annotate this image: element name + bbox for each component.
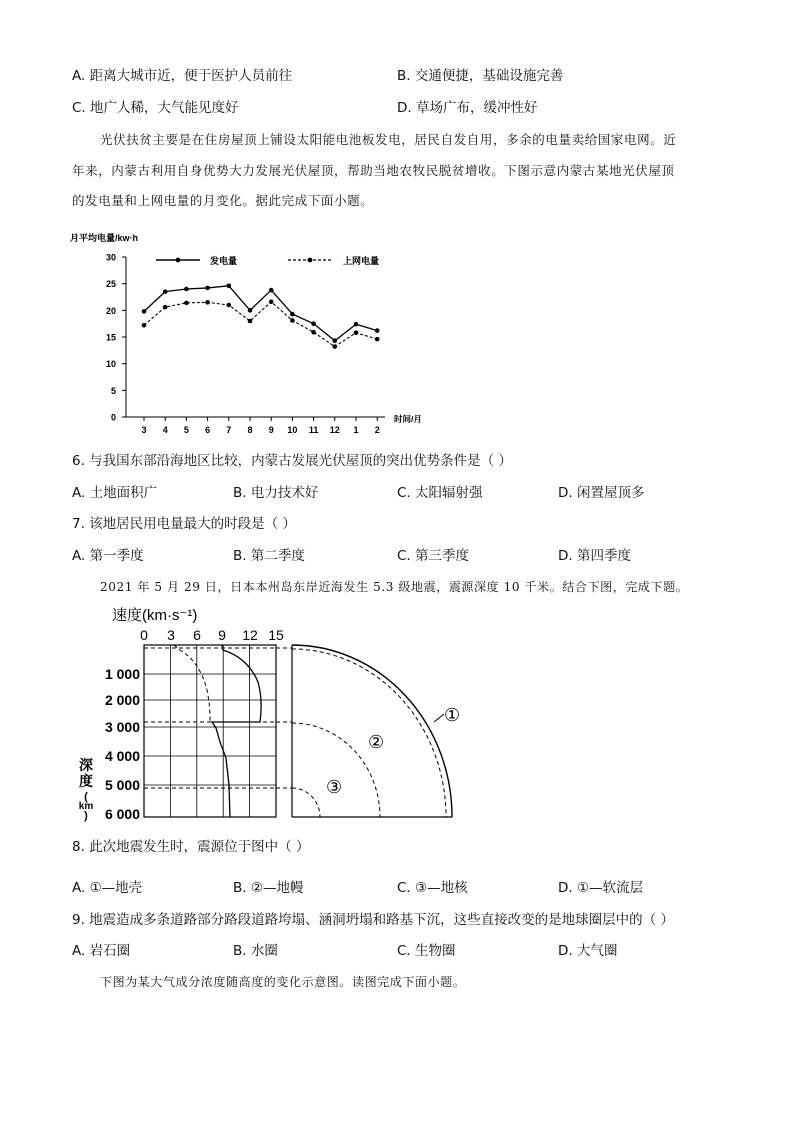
legend-series-2: 上网电量 <box>343 256 380 266</box>
q8-option-c: C. ③—地核 <box>397 880 468 896</box>
depth-label-1: 深 <box>79 757 93 773</box>
passage2: 2021 年 5 月 29 日，日本本州岛东岸近海发生 5.3 级地震，震源深度 10 千米。结合下图，完成下题。 <box>100 580 689 594</box>
q9-stem: 9. 地震造成多条道路部分路段道路垮塌、涵洞坍塌和路基下沉，这些直接改变的是地球圈层中的（ ） <box>72 912 674 928</box>
depth-tick-2000: 2 000 <box>104 692 140 708</box>
depth-tick-3000: 3 000 <box>104 719 140 735</box>
q5-option-d: D. 草场广布，缓冲性好 <box>397 100 538 116</box>
series-2-point <box>184 301 189 306</box>
q5-option-a: A. 距离大城市近，便于医护人员前往 <box>72 68 293 84</box>
depth-label-3: ( <box>84 791 88 803</box>
speed-grid-lines <box>144 645 276 817</box>
speed-grid-frame <box>144 645 276 817</box>
y-tick-label: 10 <box>105 359 116 370</box>
passage1-line3: 的发电量和上网电量的月变化。据此完成下面小题。 <box>72 193 374 208</box>
q6-option-b: B. 电力技术好 <box>233 485 319 501</box>
earth-interior-diagram <box>70 600 480 830</box>
q7-option-c: C. 第三季度 <box>397 548 470 564</box>
speed-tick-9: 9 <box>218 627 226 643</box>
speed-tick-15: 15 <box>268 627 284 643</box>
legend-solid-marker <box>176 258 181 263</box>
q7-option-d: D. 第四季度 <box>558 548 631 564</box>
speed-tick-12: 12 <box>242 627 258 643</box>
series-2-point <box>354 330 359 335</box>
y-tick-label: 25 <box>105 279 116 290</box>
passage1-line2: 年来，内蒙古利用自身优势大力发展光伏屋顶，帮助当地农牧民脱贫增收。下图示意内蒙古某地光伏屋顶 <box>72 163 675 178</box>
q6-option-c: C. 太阳辐射强 <box>397 485 483 501</box>
x-tick-label: 8 <box>247 425 253 435</box>
y-tick-label: 15 <box>105 332 116 343</box>
q7-option-a: A. 第一季度 <box>72 548 144 564</box>
power-chart <box>60 225 422 435</box>
q6-option-a: A. 土地面积广 <box>72 485 158 501</box>
q9-option-b: B. 水圈 <box>233 943 278 959</box>
quarter-outer-arc <box>292 645 452 817</box>
series-2-point <box>142 323 147 328</box>
x-tick-label: 2 <box>374 425 380 435</box>
depth-tick-1000: 1 000 <box>104 666 140 682</box>
inner-core-arc <box>292 788 320 817</box>
q8-option-b: B. ②—地幔 <box>233 880 304 896</box>
series-2-point <box>375 337 380 342</box>
series-1-point <box>354 322 359 327</box>
x-tick-label: 3 <box>141 425 147 435</box>
series-2-point <box>205 300 210 305</box>
depth-tick-6000: 6 000 <box>104 806 140 822</box>
q5-option-b: B. 交通便捷，基础设施完善 <box>397 68 564 84</box>
series-2-point <box>248 319 253 324</box>
y-tick-label: 5 <box>110 385 116 396</box>
q9-option-d: D. 大气圈 <box>558 943 618 959</box>
passage3: 下图为某大气成分浓度随高度的变化示意图。读图完成下面小题。 <box>100 975 466 989</box>
speed-tick-3: 3 <box>167 627 175 643</box>
q7-option-b: B. 第二季度 <box>233 548 305 564</box>
speed-tick-6: 6 <box>193 627 201 643</box>
layer-label-1: ① <box>444 705 461 725</box>
x-tick-label: 4 <box>162 425 168 435</box>
x-tick-label: 11 <box>308 425 319 435</box>
x-tick-label: 10 <box>287 425 298 435</box>
layer-label-3: ③ <box>326 777 343 797</box>
layer1-leader <box>434 714 444 722</box>
y-tick-label: 30 <box>105 252 116 263</box>
x-tick-label: 6 <box>205 425 211 435</box>
series-1-point <box>333 338 338 343</box>
chart-xlabel: 时间/月 <box>394 414 422 424</box>
p-wave-curve <box>212 645 261 817</box>
depth-tick-4000: 4 000 <box>104 748 140 764</box>
x-tick-label: 7 <box>226 425 232 435</box>
speed-tick-0: 0 <box>140 627 148 643</box>
s-wave-curve <box>174 645 210 722</box>
depth-label-2: 度 <box>79 773 93 789</box>
series-1-point <box>269 288 274 293</box>
series-1-point <box>311 321 316 326</box>
depth-label-5: ) <box>84 810 88 822</box>
chart-ylabel: 月平均电量/kw·h <box>70 233 139 243</box>
legend-dashed-marker <box>308 258 313 263</box>
speed-axis-label: 速度(km·s⁻¹) <box>112 607 198 624</box>
depth-tick-5000: 5 000 <box>104 777 140 793</box>
q5-option-c: C. 地广人稀，大气能见度好 <box>72 100 239 116</box>
q9-option-c: C. 生物圈 <box>397 943 456 959</box>
x-tick-label: 1 <box>353 425 359 435</box>
layer-label-2: ② <box>368 732 385 752</box>
series-1-point <box>163 289 168 294</box>
series-1-point <box>248 308 253 313</box>
legend-series-1: 发电量 <box>210 256 238 266</box>
core-boundary-arc <box>292 723 380 817</box>
q8-option-d: D. ①—软流层 <box>558 880 644 896</box>
q8-stem: 8. 此次地震发生时，震源位于图中（ ） <box>72 839 310 855</box>
q8-option-a: A. ①—地壳 <box>72 880 143 896</box>
depth-label-4: km <box>78 801 94 812</box>
q6-option-d: D. 闲置屋顶多 <box>558 485 645 501</box>
y-tick-label: 20 <box>105 305 116 316</box>
q9-option-a: A. 岩石圈 <box>72 943 131 959</box>
series-1-point <box>290 312 295 317</box>
x-tick-label: 5 <box>183 425 189 435</box>
series-2-point <box>269 300 274 305</box>
series-1-point <box>142 309 147 314</box>
series-2-point <box>311 330 316 335</box>
series-2-point <box>163 305 168 310</box>
q7-stem: 7. 该地居民用电量最大的时段是（ ） <box>72 516 296 532</box>
series-line-2 <box>144 302 377 347</box>
x-tick-label: 12 <box>329 425 340 435</box>
series-1-point <box>227 284 232 289</box>
y-tick-label: 0 <box>110 412 116 423</box>
series-2-point <box>333 344 338 349</box>
q6-stem: 6. 与我国东部沿海地区比较，内蒙古发展光伏屋顶的突出优势条件是（ ） <box>72 453 512 469</box>
series-2-point <box>227 303 232 308</box>
passage1-line1: 光伏扶贫主要是在住房屋顶上铺设太阳能电池板发电，居民自发自用，多余的电量卖给国家电网。近 <box>100 132 677 147</box>
series-1-point <box>375 328 380 333</box>
series-2-point <box>290 318 295 323</box>
series-1-point <box>184 287 189 292</box>
series-1-point <box>205 286 210 291</box>
x-tick-label: 9 <box>268 425 274 435</box>
series-line-1 <box>144 286 377 341</box>
